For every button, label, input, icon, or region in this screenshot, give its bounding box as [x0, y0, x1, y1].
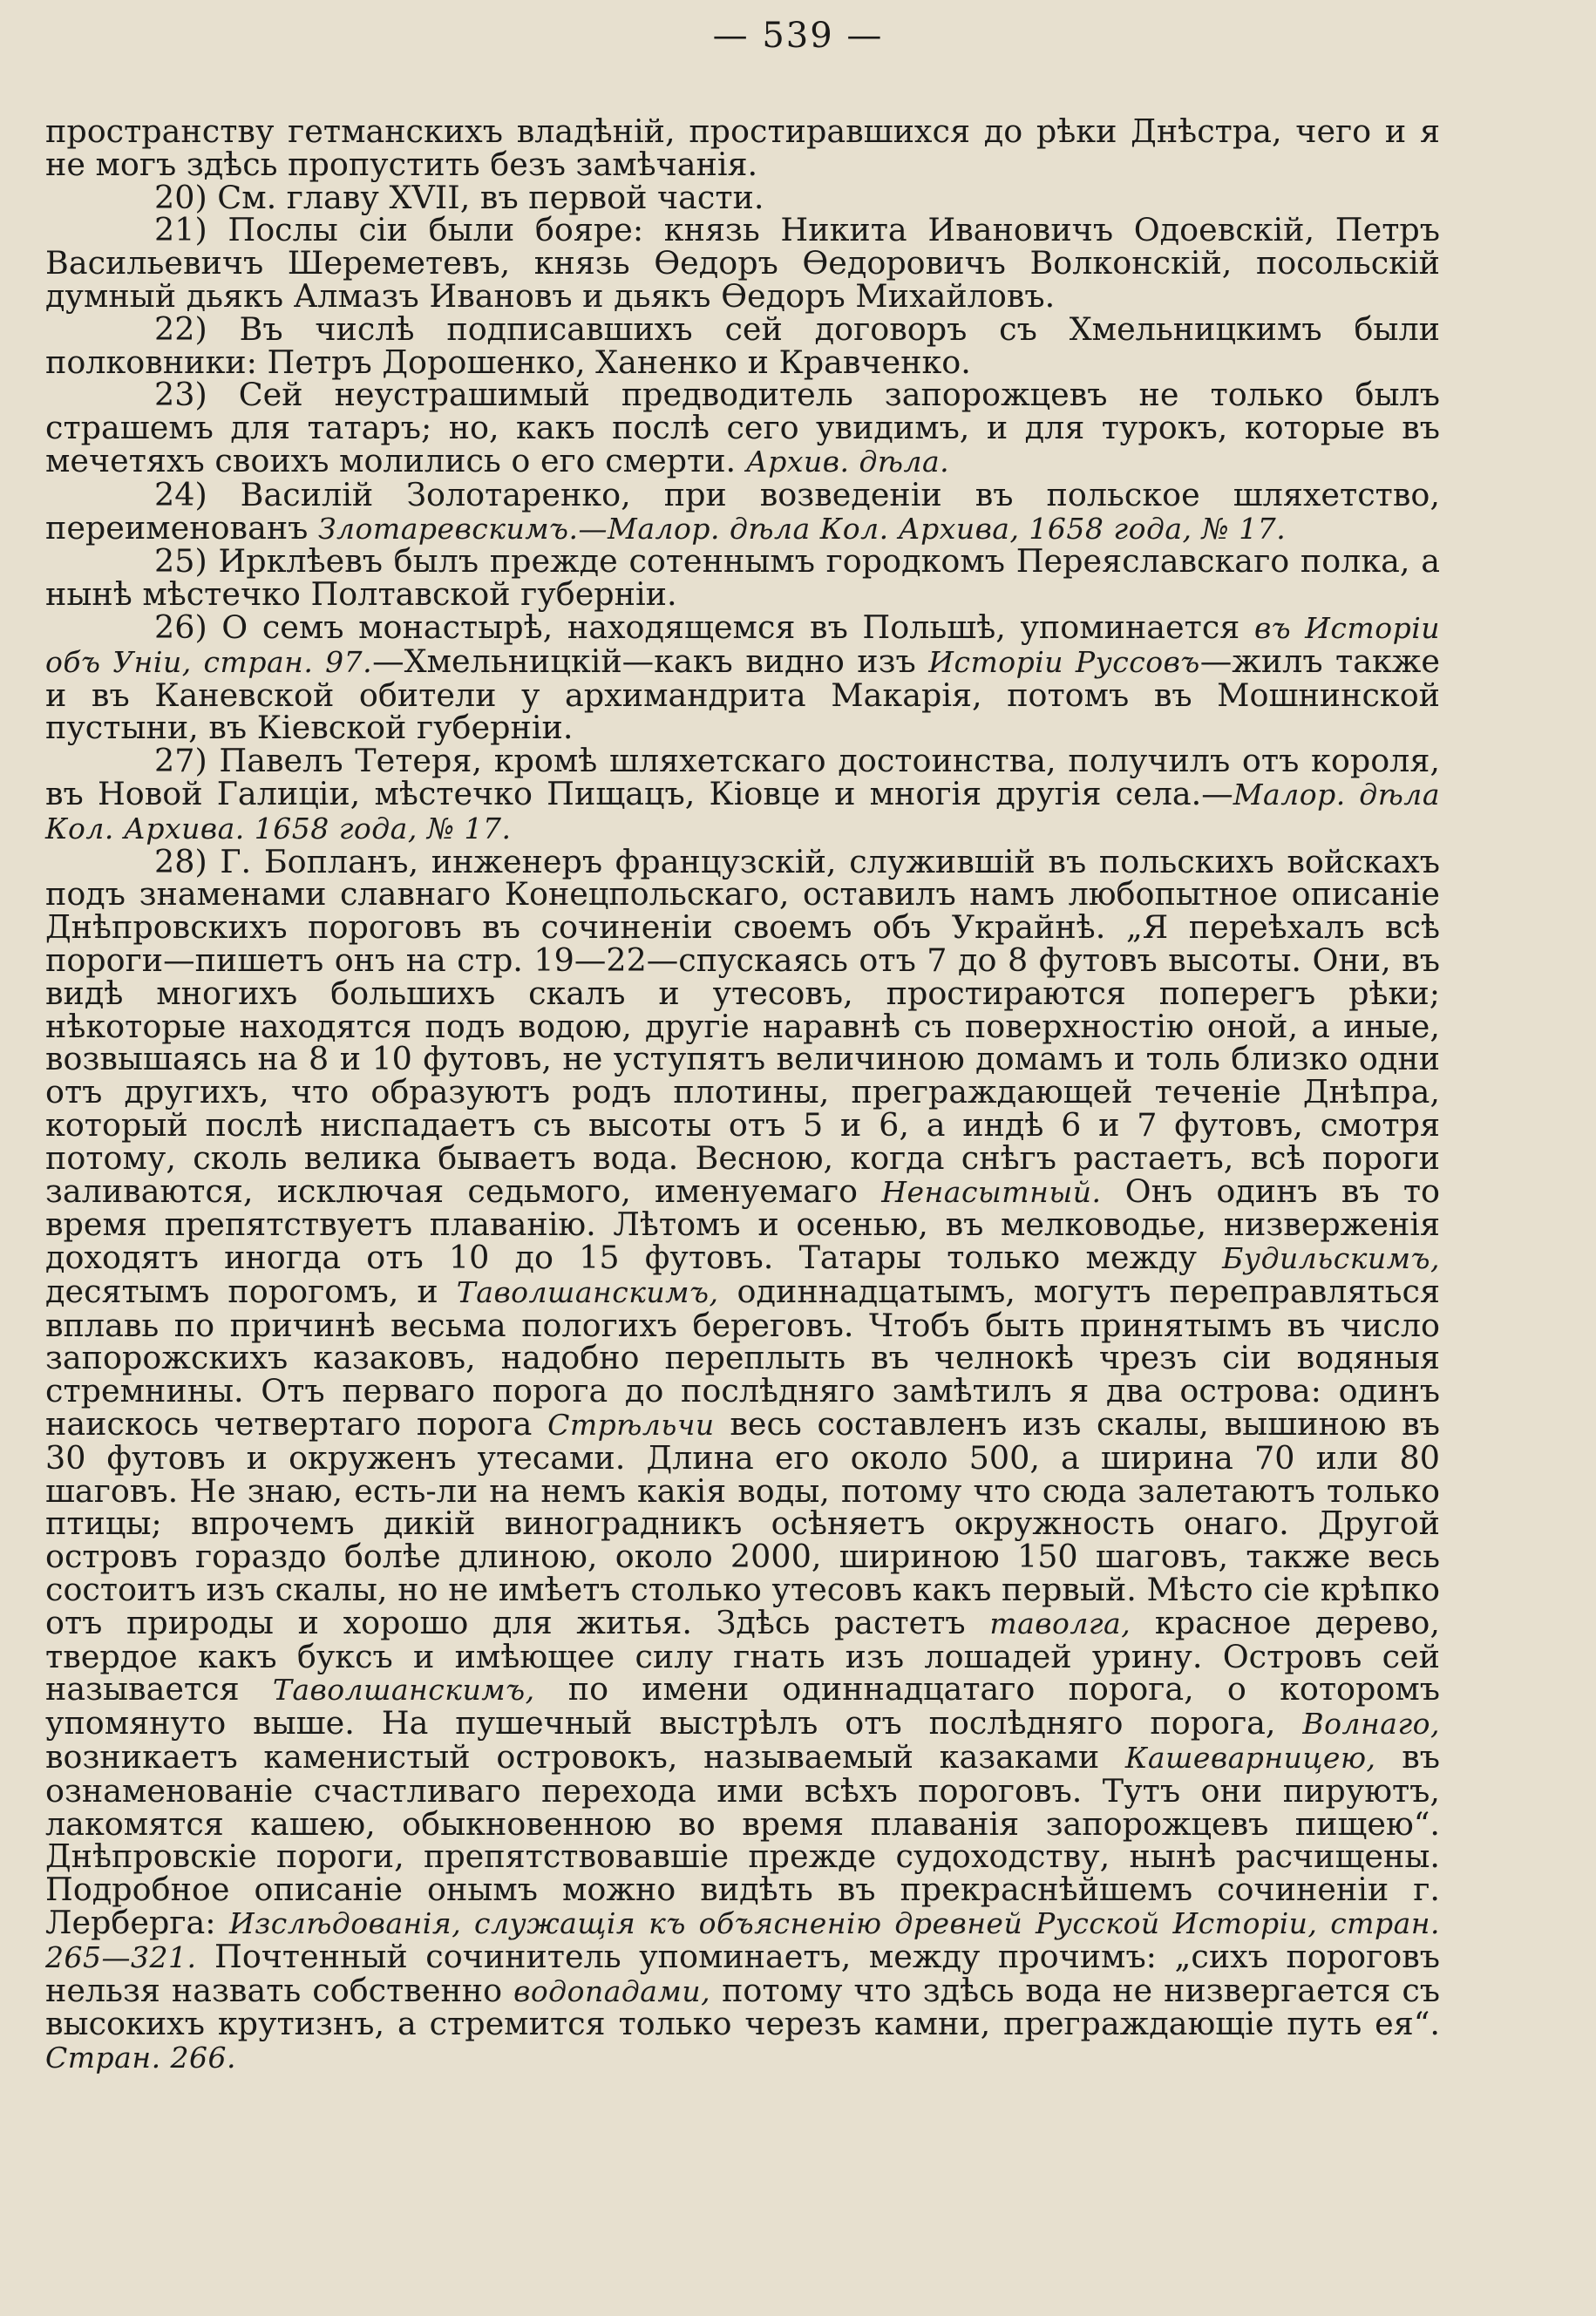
footnote-paragraph: [45, 309, 1440, 381]
footnote-paragraph: [45, 475, 1440, 547]
text-run: Онъ одинъ въ то время препятствуетъ плаванію. Лѣтомъ и осенью, въ мелководье, низверженія доходятъ иногда отъ 10 до 15 футовъ. Татары только между: [45, 1172, 1440, 1277]
italic-reference: Таволшанскимъ,: [272, 1673, 535, 1708]
page-number: — 539 —: [712, 16, 884, 56]
text-run: возникаетъ каменистый островокъ, называемый казаками: [45, 1738, 1125, 1776]
italic-reference: Будильскимъ,: [1222, 1241, 1440, 1276]
footnote-paragraph: [45, 542, 1440, 614]
text-run: по имени одиннадцатаго порога, о которомъ упомянуто выше. На пушечный выстрѣлъ отъ послѣдняго порога,: [45, 1670, 1440, 1742]
italic-reference: таволга,: [989, 1606, 1131, 1640]
text-run: одиннадцатымъ, могутъ переправляться вплавь по причинѣ весьма пологихъ береговъ. Чтобъ быть принятымъ въ число запорожскихъ казаковъ, надобно переплыть въ челнокѣ чрезъ сіи водяныя стремнины. Отъ перваго порога до послѣдняго замѣтилъ я два острова: одинъ наискось четвертаго порога: [45, 1272, 1440, 1443]
italic-reference: Ненасытный.: [881, 1174, 1102, 1209]
footnotes-text: [45, 112, 1441, 2075]
italic-reference: Исторіи Руссовъ: [928, 644, 1200, 679]
text-run: 25) Ирклѣевъ былъ прежде сотеннымъ городкомъ Переяславскаго полка, а нынѣ мѣстечко Полтавской губерніи.: [45, 542, 1440, 614]
footnote-paragraph: [45, 178, 1440, 216]
text-run: Почтенный сочинитель упоминаетъ, между прочимъ: „сихъ пороговъ нельзя назвать собственно: [45, 1937, 1440, 2009]
text-run: 27) Павелъ Тетеря, кромѣ шляхетскаго достоинства, получилъ отъ короля, въ Новой Галиціи, мѣстечко Пищацъ, Кіовце и многія другія села.—: [45, 742, 1440, 812]
italic-reference: Стрѣльчи: [547, 1408, 715, 1443]
text-run: красное дерево, твердое какъ буксъ и имѣющее силу гнать изъ лошадей урину. Островъ сей называется: [45, 1603, 1441, 1708]
text-run: 20) См. главу XVII, въ первой части.: [154, 178, 764, 216]
italic-reference: Злотаревскимъ.—Малор. дѣла Кол. Архива, 1658 года, № 17.: [317, 511, 1287, 546]
text-run: весь составленъ изъ скалы, вышиною въ 30 футовъ и окруженъ утесами. Длина его около 500, а ширина 70 или 80 шаговъ. Не знаю, есть-ли на немъ какія воды, потому что сюда залетаютъ только птицы; впрочемъ дикій виноградникъ осѣняетъ окружность онаго. Другой островъ гораздо болѣе длиною, около 2000, шириною 150 шаговъ, также весь состоитъ изъ скалы, но не имѣетъ столько утесовъ какъ первый. Мѣсто сіе крѣпко отъ природы и хорошо для житья. Здѣсь растетъ: [45, 1405, 1440, 1641]
italic-reference: Архив. дѣла.: [745, 444, 950, 479]
italic-reference: въ Исторіи объ Уніи, стран. 97.: [45, 610, 1441, 679]
footnote-paragraph: [45, 378, 1440, 478]
text-run: 26) О семъ монастырѣ, находящемся въ Польшѣ, упоминается: [154, 608, 1254, 646]
italic-reference: водопадами,: [513, 1973, 711, 2008]
text-run: 21) Послы сіи были бояре: князь Никита Ивановичъ Одоевскій, Петръ Васильевичъ Шереметевъ, князь Ѳедоръ Ѳедоровичъ Волконскій, посольскій думный дьякъ Алмазъ Ивановъ и дьякъ Ѳедоръ Михайловъ.: [45, 211, 1440, 315]
text-run: пространству гетманскихъ владѣній, простиравшихся до рѣки Днѣстра, чего и я не могъ здѣсь пропустить безъ замѣчанія.: [45, 112, 1440, 183]
italic-reference: Волнаго,: [1302, 1707, 1440, 1742]
footnote-paragraph: [45, 744, 1440, 845]
footnote-paragraph: [45, 842, 1441, 2075]
footnote-paragraph: [45, 211, 1440, 315]
italic-reference: Таволшанскимъ,: [456, 1274, 719, 1309]
continued-footnote: [45, 112, 1440, 183]
text-run: —жилъ также и въ Каневской обители у архимандрита Макарія, потомъ въ Мошнинской пустыни, въ Кіевской губерніи.: [45, 642, 1440, 747]
text-run: десятымъ порогомъ, и: [45, 1272, 457, 1310]
text-run: —Хмельницкій—какъ видно изъ: [372, 642, 929, 680]
footnote-paragraph: [45, 608, 1441, 747]
text-run: въ ознаменованіе счастливаго перехода ими всѣхъ пороговъ. Тутъ они пируютъ, лакомятся кашею, обыкновенною во время плаванія запорожцевъ пищею“. Днѣпровскіе пороги, препятствовавшіе прежде судоходству, нынѣ расчищены. Подробное описаніе онымъ можно видѣть въ прекраснѣйшемъ сочиненіи г. Лерберга:: [45, 1738, 1440, 1942]
text-run: 28) Г. Бопланъ, инженеръ французскій, служившій въ польскихъ войскахъ подъ знаменами славнаго Конецпольскаго, оставилъ намъ любопытное описаніе Днѣпровскихъ пороговъ въ сочиненіи своемъ объ Украйнѣ. „Я переѣхалъ всѣ пороги—пишетъ онъ на стр. 19—22—спускаясь отъ 7 до 8 футовъ высоты. Они, въ видѣ многихъ большихъ скалъ и утесовъ, простираются поперегъ рѣки; нѣкоторые находятся подъ водою, другіе наравнѣ съ поверхностію оной, а иные, возвышаясь на 8 и 10 футовъ, не уступятъ величиною домамъ и толь близко одни отъ другихъ, что образуютъ родъ плотины, преграждающей теченіе Днѣпра, который послѣ ниспадаетъ съ высоты отъ 5 и 6, а индѣ 6 и 7 футовъ, смотря потому, сколь велика бываетъ вода. Весною, когда снѣгъ растаетъ, всѣ пороги заливаются, исключая седьмого, именуемаго: [45, 842, 1440, 1210]
italic-reference: Малор. дѣла Кол. Архива. 1658 года, № 17.: [45, 777, 1440, 846]
text-run: 23) Сей неустрашимый предводитель запорожцевъ не только былъ страшемъ для татаръ; но, какъ послѣ сего увидимъ, и для турокъ, которые въ мечетяхъ своихъ молились о его смерти.: [45, 376, 1440, 479]
italic-reference: Изслѣдованія, служащія къ объясненію древней Русской Исторіи, стран. 265—321.: [45, 1906, 1440, 1974]
italic-reference: Кашеварницею,: [1124, 1741, 1376, 1776]
text-run: 22) Въ числѣ подписавшихъ сей договоръ съ Хмельницкимъ были полковники: Петръ Дорошенко, Ханенко и Кравченко.: [45, 309, 1440, 381]
text-run: 24) Василій Золотаренко, при возведеніи въ польское шляхетство, переименованъ: [45, 475, 1440, 547]
text-run: потому что здѣсь вода не низвергается съ высокихъ крутизнъ, а стремится только черезъ камни, преграждающіе путь ея“.: [45, 1971, 1441, 2043]
italic-reference: Стран. 266.: [45, 2041, 237, 2075]
